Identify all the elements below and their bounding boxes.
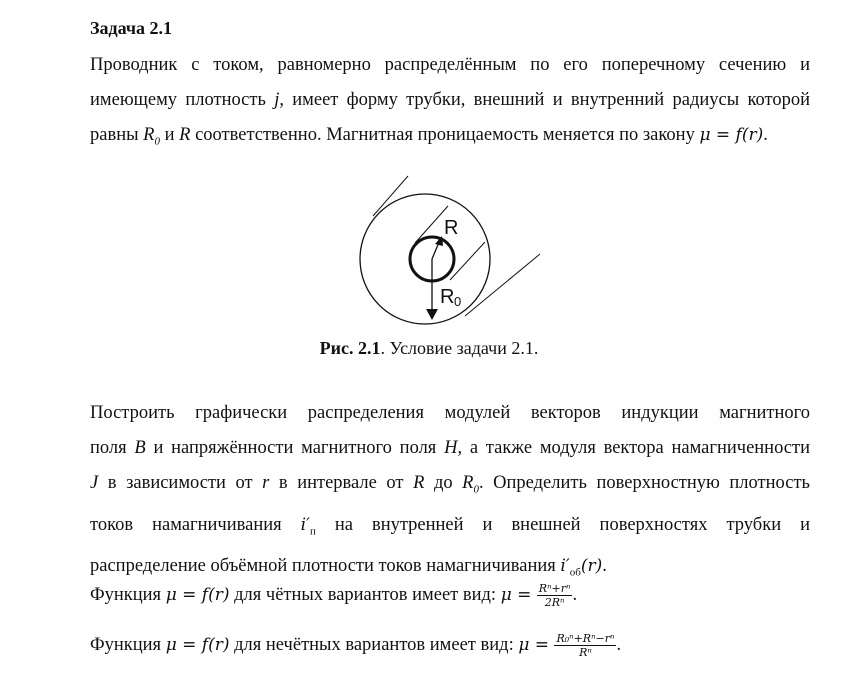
figure-tube-cross-section bbox=[340, 168, 540, 333]
problem-statement bbox=[50, 48, 810, 160]
task-line-4: токов намагничивания $i'_п$ на внутренней и внешней поверхностях трубки и bbox=[90, 514, 811, 538]
radius-R0-arrowhead bbox=[426, 309, 438, 320]
figure-caption: Рис. 2.1. Условие задачи 2.1. bbox=[319, 338, 539, 358]
tube-line-bottom bbox=[465, 254, 540, 316]
problem-title: Задача 2.1 bbox=[90, 18, 173, 38]
statement-line-2: имеющему плотность j, имеет форму трубки, внешний и внутренний радиусы которой bbox=[90, 90, 810, 110]
fraction-odd: $\frac{\text{R₀ⁿ+Rⁿ−rⁿ}}{\text{Rⁿ}}$ bbox=[556, 632, 615, 659]
task-line-5: распределение объёмной плотности токов намагничивания $i'_{об}(r)$. bbox=[90, 556, 607, 580]
fraction-even: $\frac{\text{Rⁿ+rⁿ}}{\text{2Rⁿ}}$ bbox=[538, 582, 571, 609]
statement-line-3: равны $R_0$ и R соответственно. Магнитная проницаемость меняется по закону μ = f(r). bbox=[90, 125, 768, 148]
task-statement bbox=[50, 396, 810, 591]
label-R: R bbox=[444, 217, 459, 239]
task-line-1: Построить графически распределения модулей векторов индукции магнитного bbox=[90, 403, 810, 423]
label-R0-subscript: 0 bbox=[454, 294, 462, 309]
label-R0: R bbox=[440, 286, 455, 308]
mu-formula: μ = f(r) bbox=[699, 125, 764, 145]
function-odd-variants: Функция μ = f(r) для нечётных вариантов имеет вид: μ = $\frac{\text{R₀ⁿ+Rⁿ−rⁿ}}{\text{Rⁿ}}$ . bbox=[90, 632, 622, 659]
statement-line-1: Проводник с током, равномерно распределённым по его поперечному сечению и bbox=[90, 55, 810, 75]
function-even-variants: Функция μ = f(r) для чётных вариантов имеет вид: μ = $\frac{\text{Rⁿ+rⁿ}}{\text{2Rⁿ}}$ . bbox=[90, 582, 578, 609]
outer-circle bbox=[360, 194, 490, 324]
tube-diagram bbox=[340, 168, 540, 328]
task-line-2: поля B и напряжённости магнитного поля H, а также модуля вектора намагниченности bbox=[90, 438, 810, 458]
tube-line-top bbox=[373, 176, 408, 216]
task-line-3: J в зависимости от r в интервале от R до $R_0$. Определить поверхностную плотность bbox=[90, 473, 810, 496]
